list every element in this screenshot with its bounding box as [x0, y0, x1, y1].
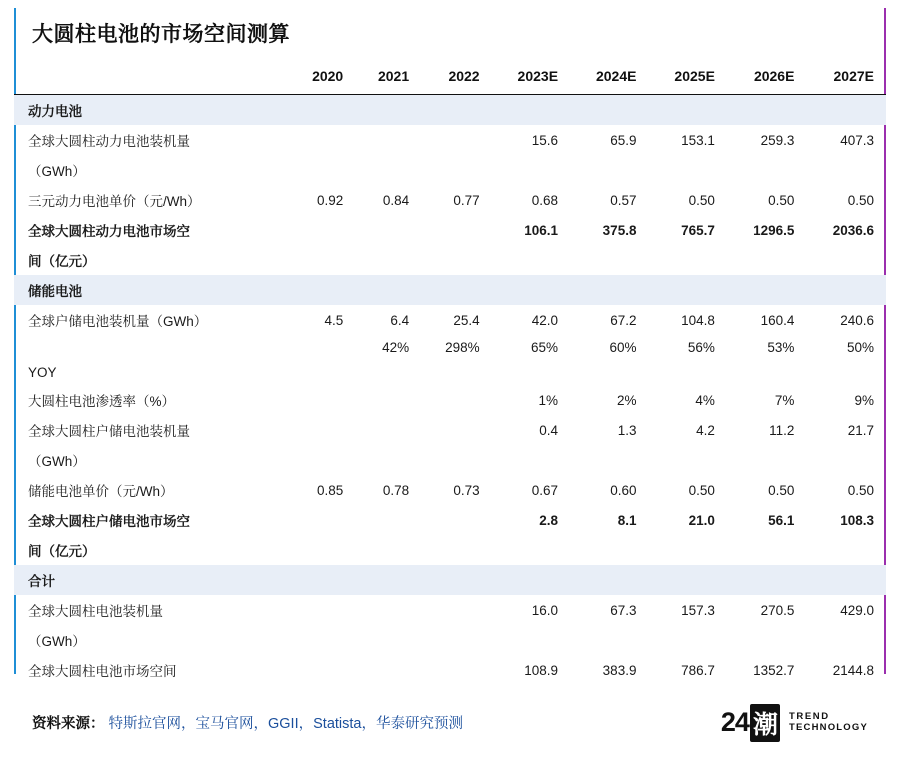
row-label: （GWh）	[28, 164, 86, 179]
table-row	[14, 245, 886, 275]
cell: 383.9	[602, 662, 637, 678]
cell: 108.9	[524, 662, 559, 678]
cell	[355, 385, 421, 415]
cell	[727, 360, 807, 385]
row-label: 全球大圆柱户储电池市场空	[28, 514, 190, 529]
cell: 0.57	[610, 192, 637, 208]
cell: 0.73	[453, 482, 480, 498]
cell: 157.3	[681, 602, 715, 618]
cell	[648, 565, 726, 595]
logo-number: 24	[720, 707, 749, 737]
cell: 240.6	[840, 312, 874, 328]
cell	[421, 655, 491, 685]
cell: 153.1	[681, 132, 715, 148]
cell: 53%	[767, 340, 795, 355]
cell	[492, 275, 570, 305]
cell	[648, 155, 726, 185]
column-header-2021: 2021	[377, 68, 410, 84]
cell: 50%	[846, 340, 874, 355]
column-header-2022: 2022	[448, 68, 480, 84]
cell	[570, 535, 648, 565]
cell: 21.0	[688, 512, 715, 528]
source-label: 资料来源：	[32, 716, 105, 732]
table-row	[14, 125, 886, 155]
cell	[289, 565, 355, 595]
cell: 0.77	[453, 192, 480, 208]
cell: 0.50	[768, 482, 795, 498]
cell	[570, 245, 648, 275]
cell: 0.78	[382, 482, 410, 498]
cell	[806, 535, 886, 565]
cell	[289, 505, 355, 535]
cell	[355, 565, 421, 595]
logo-wordmark	[789, 712, 868, 734]
cell	[289, 275, 355, 305]
cell	[421, 95, 491, 126]
table-row	[14, 655, 886, 685]
table-row	[14, 475, 886, 505]
cell	[570, 625, 648, 655]
cell: 0.60	[610, 482, 637, 498]
cell	[648, 360, 726, 385]
cell	[648, 535, 726, 565]
cell	[421, 505, 491, 535]
cell: 25.4	[453, 312, 480, 328]
source-note	[32, 712, 463, 733]
cell	[421, 155, 491, 185]
cell	[492, 565, 570, 595]
cell	[289, 625, 355, 655]
cell: 15.6	[531, 132, 559, 148]
table-row	[14, 185, 886, 215]
table-row	[14, 625, 886, 655]
cell	[492, 445, 570, 475]
cell	[355, 95, 421, 126]
cell	[355, 655, 421, 685]
column-header-2025e: 2025E	[674, 68, 715, 84]
cell	[421, 415, 491, 445]
cell	[421, 275, 491, 305]
row-label: 间（亿元）	[28, 544, 96, 559]
row-label: （GWh）	[28, 634, 86, 649]
cell	[570, 445, 648, 475]
market-size-table	[14, 62, 886, 716]
cell	[648, 245, 726, 275]
logo-word: 潮	[750, 704, 780, 742]
row-label: 全球大圆柱电池市场空间	[28, 664, 177, 679]
cell: 4.2	[696, 422, 715, 438]
cell	[355, 415, 421, 445]
column-header-2026e: 2026E	[753, 68, 795, 84]
cell: 65%	[531, 340, 559, 355]
cell: 0.85	[316, 482, 344, 498]
table-head	[14, 62, 886, 95]
cell	[806, 95, 886, 126]
cell	[289, 385, 355, 415]
column-header-2023e: 2023E	[517, 68, 559, 84]
cell	[492, 155, 570, 185]
cell	[648, 445, 726, 475]
cell: 8.1	[617, 512, 637, 528]
logo-line-2: TECHNOLOGY	[788, 721, 868, 733]
cell: 7%	[774, 392, 795, 408]
cell	[289, 415, 355, 445]
table-section-row	[14, 95, 886, 126]
cell	[289, 445, 355, 475]
cell	[289, 245, 355, 275]
cell	[727, 275, 807, 305]
cell: 298%	[445, 340, 480, 355]
cell: 6.4	[390, 312, 410, 328]
cell	[570, 565, 648, 595]
cell	[570, 155, 648, 185]
cell	[355, 155, 421, 185]
cell: 407.3	[840, 132, 874, 148]
cell	[355, 125, 421, 155]
table-row	[14, 305, 886, 335]
cell	[355, 275, 421, 305]
cell	[289, 535, 355, 565]
cell: 104.8	[681, 312, 715, 328]
row-label: 合计	[14, 565, 289, 595]
cell	[727, 445, 807, 475]
cell: 786.7	[681, 662, 715, 678]
cell	[806, 565, 886, 595]
cell	[648, 95, 726, 126]
cell	[289, 215, 355, 245]
cell	[421, 535, 491, 565]
cell	[727, 535, 807, 565]
cell	[727, 95, 807, 126]
cell	[421, 595, 491, 625]
cell: 0.50	[688, 192, 715, 208]
logo-mark-icon	[721, 704, 780, 742]
cell: 67.3	[610, 602, 637, 618]
cell	[355, 595, 421, 625]
cell: 0.68	[531, 192, 559, 208]
table-header-row	[14, 62, 886, 95]
cell: 2036.6	[832, 222, 874, 238]
cell: 259.3	[760, 132, 795, 148]
cell: 0.84	[382, 192, 410, 208]
cell	[806, 155, 886, 185]
column-header-2020: 2020	[312, 68, 344, 84]
cell: 0.50	[688, 482, 715, 498]
cell: 1%	[538, 392, 559, 408]
cell	[289, 335, 355, 360]
cell	[421, 245, 491, 275]
row-label: 全球大圆柱电池装机量	[28, 604, 163, 619]
cell	[806, 245, 886, 275]
row-label: 储能电池单价（元/Wh）	[28, 484, 174, 499]
table-row	[14, 215, 886, 245]
cell	[570, 275, 648, 305]
row-label: 间（亿元）	[28, 254, 96, 269]
cell	[355, 535, 421, 565]
table-row	[14, 505, 886, 535]
table-body	[14, 95, 886, 716]
cell: 60%	[609, 340, 637, 355]
cell	[421, 565, 491, 595]
cell: 375.8	[602, 222, 637, 238]
cell	[492, 95, 570, 126]
cell	[648, 275, 726, 305]
table-row	[14, 335, 886, 360]
cell: 1352.7	[753, 662, 795, 678]
cell: 270.5	[760, 602, 795, 618]
cell	[289, 95, 355, 126]
cell: 1.3	[617, 422, 637, 438]
cell: 4.5	[324, 312, 344, 328]
cell	[806, 275, 886, 305]
cell	[570, 360, 648, 385]
cell: 0.92	[316, 192, 344, 208]
cell: 106.1	[524, 222, 559, 238]
cell: 429.0	[840, 602, 874, 618]
cell	[355, 360, 421, 385]
cell	[355, 215, 421, 245]
cell: 108.3	[840, 512, 874, 528]
cell: 67.2	[610, 312, 637, 328]
cell: 0.50	[847, 482, 874, 498]
cell: 2%	[616, 392, 637, 408]
cell: 56%	[687, 340, 715, 355]
cell	[806, 360, 886, 385]
row-label: 全球大圆柱动力电池市场空	[28, 224, 190, 239]
cell	[355, 245, 421, 275]
cell	[806, 445, 886, 475]
cell	[421, 445, 491, 475]
cell	[355, 625, 421, 655]
row-label: 动力电池	[14, 95, 289, 126]
table-row	[14, 385, 886, 415]
row-label: YOY	[28, 365, 57, 380]
cell	[355, 505, 421, 535]
brand-logo	[721, 704, 868, 742]
cell: 42.0	[531, 312, 559, 328]
cell	[492, 535, 570, 565]
row-label: 全球大圆柱动力电池装机量	[28, 134, 190, 149]
table-row	[14, 415, 886, 445]
cell	[289, 125, 355, 155]
cell	[421, 385, 491, 415]
cell: 11.2	[769, 422, 795, 438]
row-label: 全球大圆柱户储电池装机量	[28, 424, 190, 439]
column-header-2024e: 2024E	[595, 68, 637, 84]
cell: 21.7	[847, 422, 874, 438]
row-label: 全球户储电池装机量（GWh）	[28, 314, 208, 329]
cell: 16.0	[531, 602, 559, 618]
cell: 0.50	[847, 192, 874, 208]
table-row	[14, 155, 886, 185]
cell: 765.7	[681, 222, 715, 238]
cell	[492, 625, 570, 655]
row-label: 储能电池	[14, 275, 289, 305]
row-label: 三元动力电池单价（元/Wh）	[28, 194, 201, 209]
table-row	[14, 360, 886, 385]
cell	[289, 655, 355, 685]
table-row	[14, 595, 886, 625]
cell	[806, 625, 886, 655]
cell: 2.8	[539, 512, 559, 528]
logo-line-1: TREND	[788, 710, 830, 722]
cell	[421, 125, 491, 155]
cell	[727, 155, 807, 185]
cell: 65.9	[610, 132, 637, 148]
row-label	[14, 335, 289, 360]
cell: 160.4	[760, 312, 795, 328]
footer	[0, 684, 900, 760]
cell	[570, 95, 648, 126]
cell: 0.50	[768, 192, 795, 208]
cell: 2144.8	[832, 662, 874, 678]
cell	[648, 625, 726, 655]
table-row	[14, 535, 886, 565]
column-header-2027e: 2027E	[833, 68, 874, 84]
cell	[421, 215, 491, 245]
cell	[727, 245, 807, 275]
cell	[355, 445, 421, 475]
cell: 4%	[695, 392, 715, 408]
cell	[727, 565, 807, 595]
column-header-label	[14, 62, 289, 95]
cell: 1296.5	[753, 222, 795, 238]
cell: 9%	[854, 392, 874, 408]
cell: 0.4	[539, 422, 559, 438]
cell: 0.67	[531, 482, 559, 498]
cell	[421, 360, 491, 385]
row-label: 大圆柱电池渗透率（%）	[28, 394, 176, 409]
cell	[289, 595, 355, 625]
cell	[421, 625, 491, 655]
cell: 56.1	[768, 512, 795, 528]
row-label: （GWh）	[28, 454, 86, 469]
table-row	[14, 445, 886, 475]
cell	[492, 360, 570, 385]
cell	[492, 245, 570, 275]
table-section-row	[14, 275, 886, 305]
page-title: 大圆柱电池的市场空间测算	[32, 23, 290, 46]
cell: 42%	[382, 340, 410, 355]
cell	[289, 155, 355, 185]
cell	[727, 625, 807, 655]
content-band	[14, 0, 886, 716]
cell	[289, 360, 355, 385]
source-text: 特斯拉官网，宝马官网，GGII，Statista，华泰研究预测	[108, 716, 463, 732]
table-section-row	[14, 565, 886, 595]
